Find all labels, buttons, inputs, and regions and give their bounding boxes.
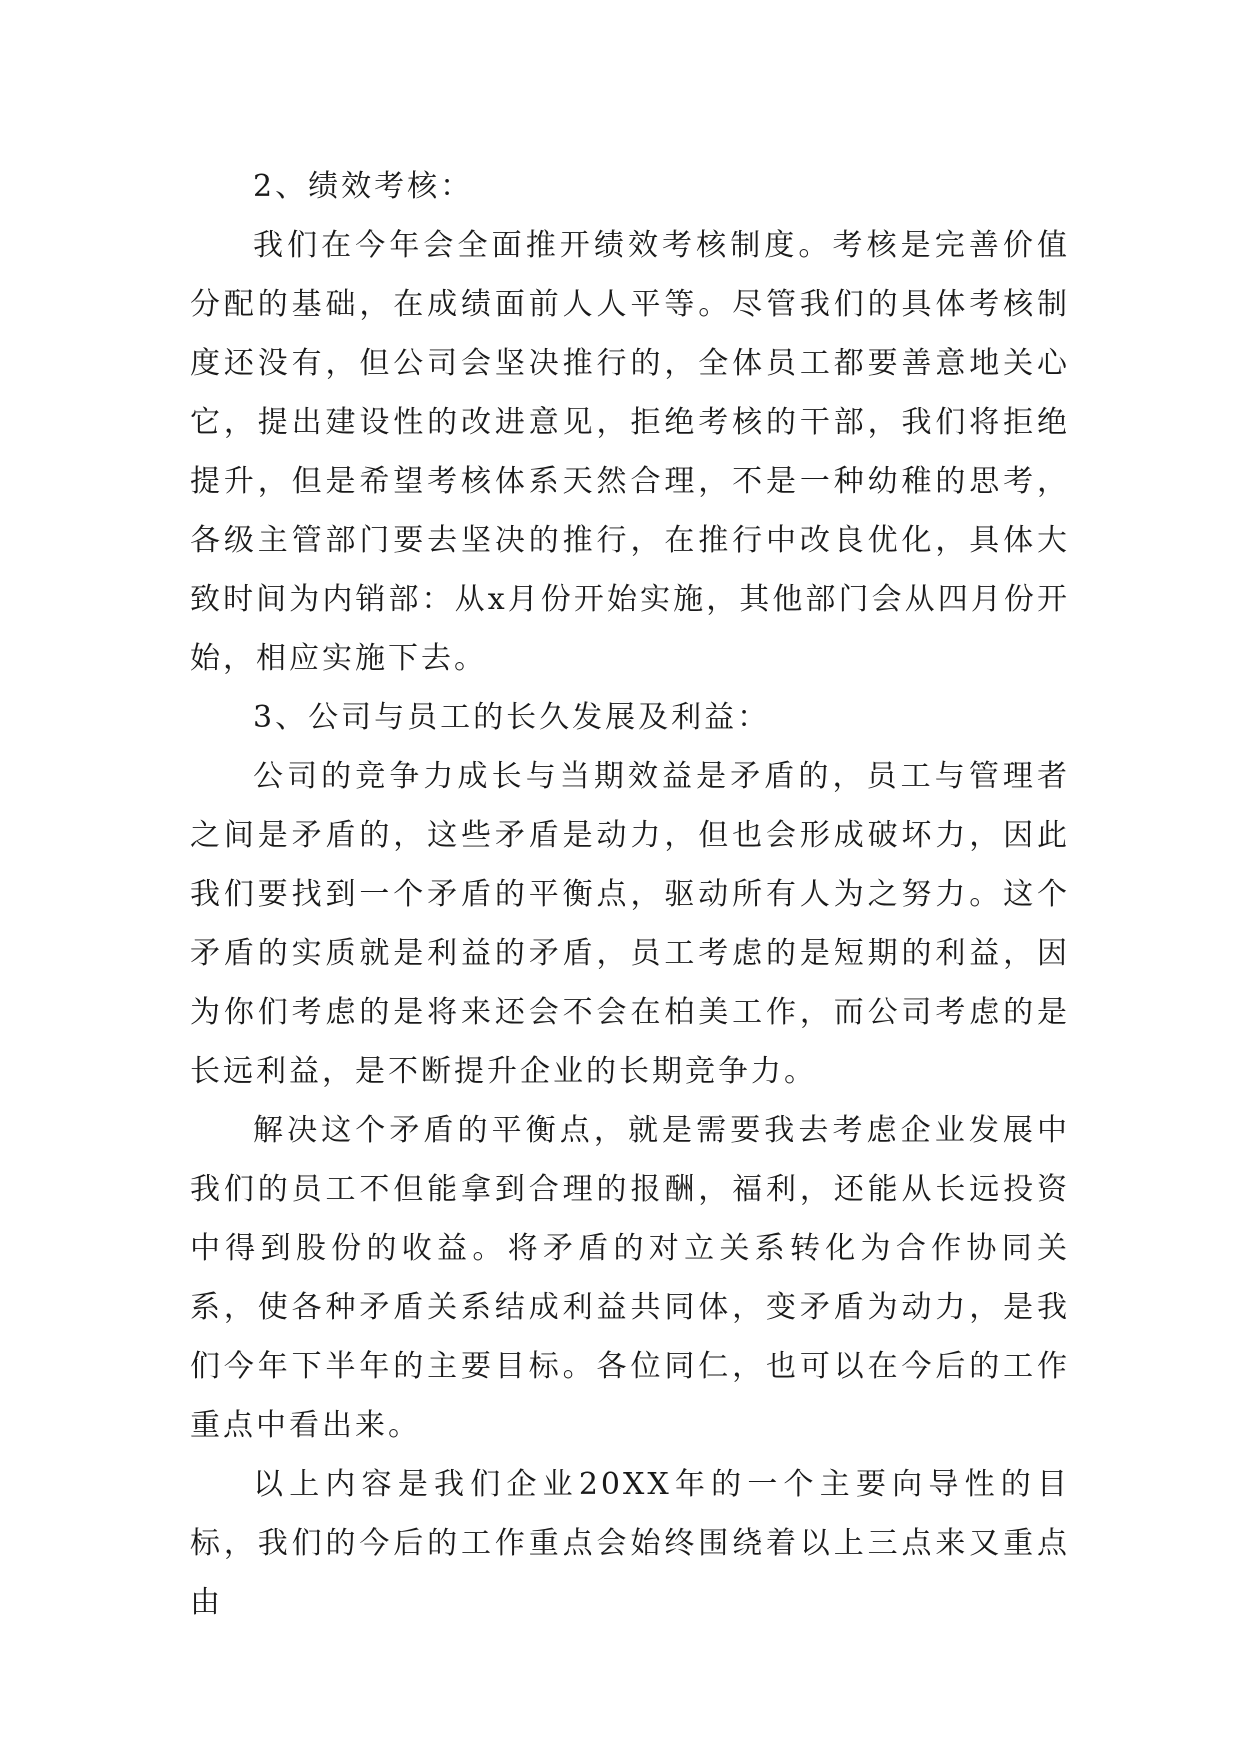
paragraph-contradiction: 公司的竞争力成长与当期效益是矛盾的，员工与管理者之间是矛盾的，这些矛盾是动力，但也会形成破坏力，因此我们要找到一个矛盾的平衡点，驱动所有人为之努力。这个矛盾的实质就是利益的矛盾，员工考虑的是短期的利益，因为你们考虑的是将来还会不会在柏美工作，而公司考虑的是长远利益，是不断提升企业的长期竞争力。 bbox=[190, 759, 1070, 1089]
paragraph-balance-point: 解决这个矛盾的平衡点，就是需要我去考虑企业发展中我们的员工不但能拿到合理的报酬，福利，还能从长远投资中得到股份的收益。将矛盾的对立关系转化为合作协同关系，使各种矛盾关系结成利益共同体，变矛盾为动力，是我们今年下半年的主要目标。各位同仁，也可以在今后的工作重点中看出来。 bbox=[190, 1113, 1070, 1443]
section-heading-development: 3、公司与员工的长久发展及利益： bbox=[253, 700, 771, 735]
paragraph-summary: 以上内容是我们企业20XX年的一个主要向导性的目标，我们的今后的工作重点会始终围绕着以上三点来又重点由 bbox=[190, 1467, 1070, 1620]
document-body bbox=[190, 157, 1070, 1632]
section-heading-performance: 2、绩效考核： bbox=[253, 169, 474, 204]
paragraph-performance: 我们在今年会全面推开绩效考核制度。考核是完善价值分配的基础，在成绩面前人人平等。尽管我们的具体考核制度还没有，但公司会坚决推行的，全体员工都要善意地关心它，提出建设性的改进意见，拒绝考核的干部，我们将拒绝提升，但是希望考核体系天然合理，不是一种幼稚的思考，各级主管部门要去坚决的推行，在推行中改良优化，具体大致时间为内销部：从x月份开始实施，其他部门会从四月份开始，相应实施下去。 bbox=[190, 228, 1070, 676]
